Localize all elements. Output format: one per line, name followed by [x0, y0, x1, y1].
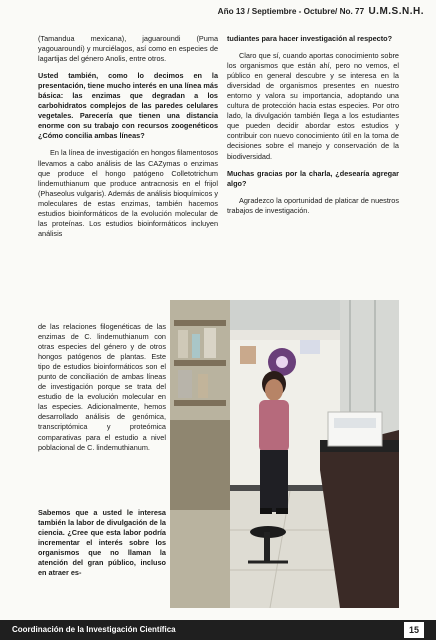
lab-photo [170, 300, 399, 608]
left-narrow-column [38, 322, 166, 460]
issue-header [218, 6, 424, 17]
left-question-column [38, 508, 166, 585]
page-number: 15 [404, 622, 424, 638]
left-column [38, 34, 218, 246]
footer-label: Coordinación de la Investigación Científica [12, 625, 176, 634]
lab-photo-illustration [170, 300, 399, 608]
question-enzymes: Usted también, como lo decimos en la presentación, tiene mucho interés en una línea más básica: las enzimas que degradan a los carbohidratos complejos de las paredes celulares vegetales. Parecería que tienen una distancia enorme con su trabajo con recursos zoogenéticos ¿Cómo concilia ambas líneas? [38, 71, 218, 141]
issue-label: Año 13 / Septiembre - Octubre/ No. 77 [217, 7, 365, 16]
paragraph-species: (Tamandua mexicana), jaguaroundi (Puma yagouaroundi) y murciélagos, así como en especies de lagartijas del género Anolis, entre otros. [38, 34, 218, 64]
paragraph-bioinformatics: de las relaciones filogenéticas de las enzimas de C. lindemuthianum con otras especies del género y de otros hongos patógenos de plantas. Este tipo de estudios bioinformáticos son el punto de conciliación de ambas líneas de investigación porque se trata del estudio de la evolución molecular en las especies. Adicionalmente, hemos desarrollado análisis de genómica, transcriptómica y proteómica comparativas para el estudio a nivel poblacional de C. lindemuthianum. [38, 322, 166, 452]
paragraph-closing: Agradezco la oportunidad de platicar de nuestros trabajos de investigación. [227, 195, 399, 215]
university-label: U.M.S.N.H. [368, 6, 424, 17]
paragraph-outreach: Claro que sí, cuando aportas conocimiento sobre los organismos que están ahí, pero no vemos, el público en general descubre y se interesa en la diversidad de organismos presentes en nuestro entorno y valora su importancia, adoptando una cultura de protección hacia estas especies. Por otro lado, la divulgación también llega a los estudiantes que pueden decidir abordar estos estudios y contribuir con nuevo conocimiento útil en la toma de decisiones sobre el manejo y conservación de la biodiversidad. [227, 51, 399, 161]
question-outreach: Sabemos que a usted le interesa también la labor de divulgación de la ciencia. ¿Cree que esta labor podría incrementar el interés sobre los organismos que no llaman la atención del gran público, incluso en atraer es- [38, 508, 166, 578]
question-closing: Muchas gracias por la charla, ¿desearía agregar algo? [227, 168, 399, 188]
paragraph-enzymes: En la línea de investigación en hongos filamentosos llevamos a cabo análisis de las CAZymas o enzimas que produce el hongo patógeno Colletotrichum lindemuthianum que produce antracnosis en el frijol (Phaseolus vulgaris). Además de análisis bioquímicos y moleculares de estas enzimas, también hacemos estudios bioinformáticos de la evolución molecular de las proteínas. Los estudios bioinformáticos incluyen análisis [38, 148, 218, 238]
right-column [227, 34, 399, 223]
question-outreach-end: tudiantes para hacer investigación al respecto? [227, 34, 393, 43]
footer-bar [0, 620, 436, 640]
